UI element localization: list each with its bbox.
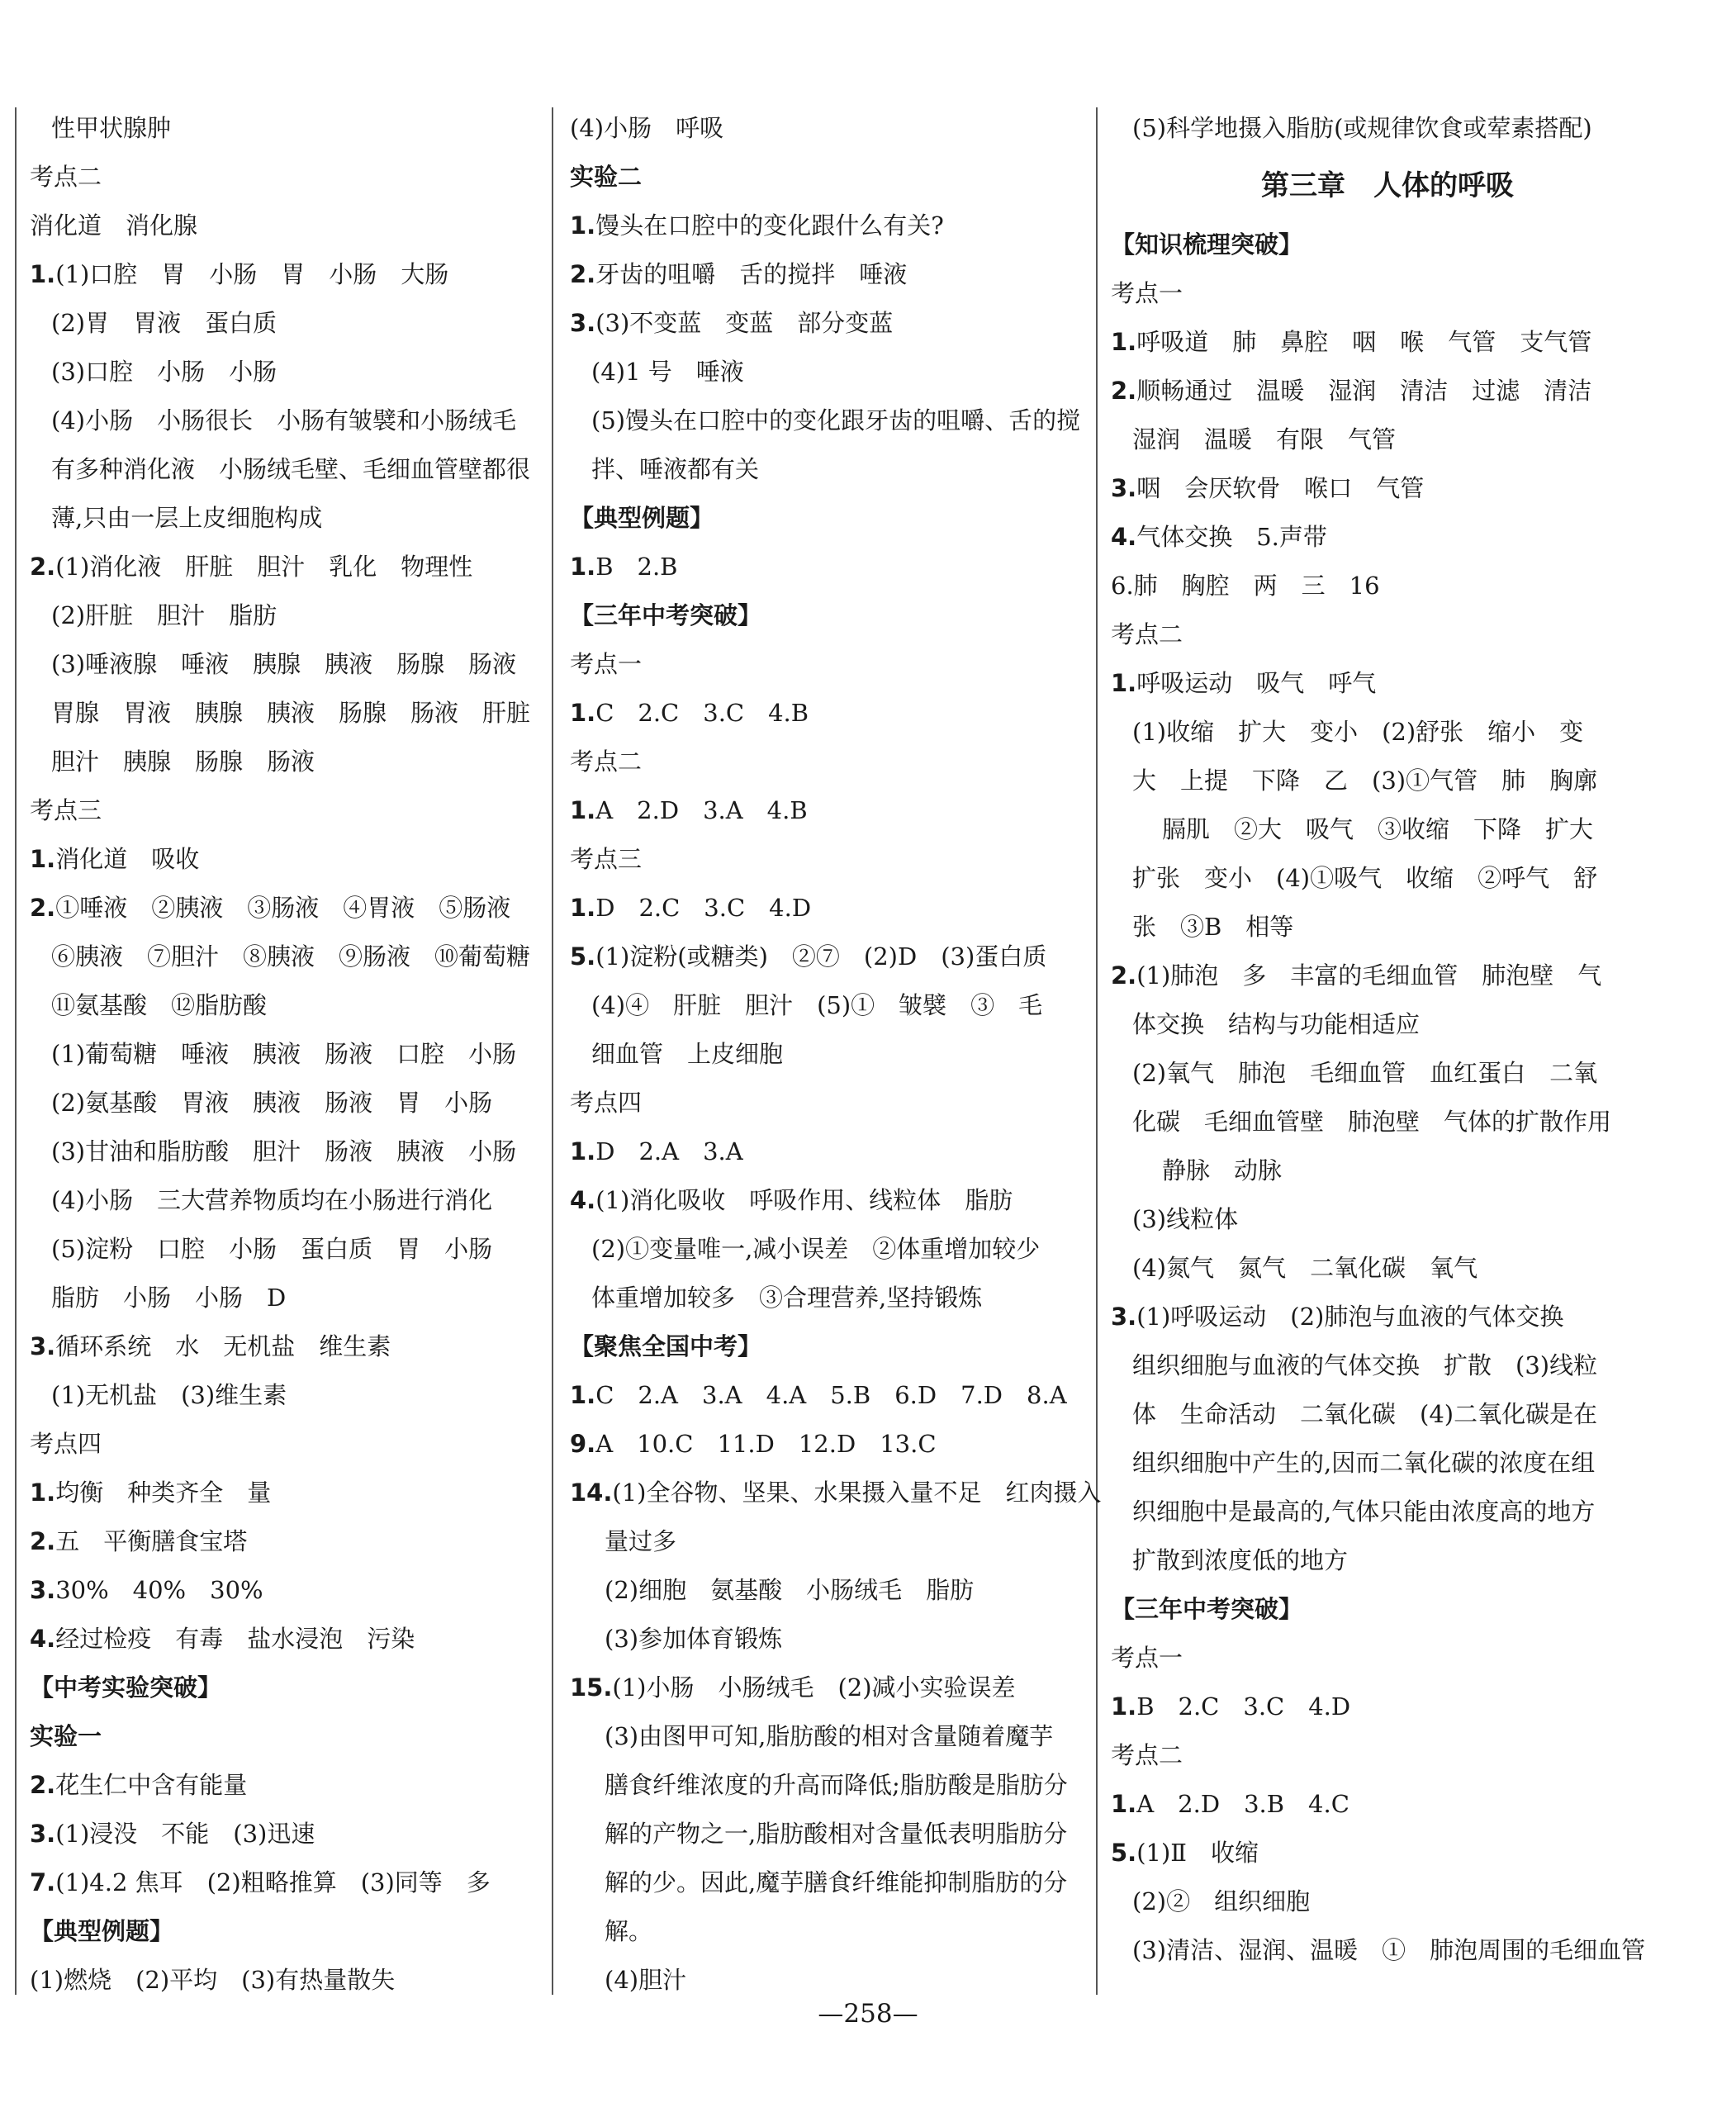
answer-text: 考点四 <box>30 1430 102 1458</box>
question-number: 1. <box>570 211 596 240</box>
answer-text: (2)② 组织细胞 <box>1132 1887 1311 1915</box>
answer-line <box>1111 1390 1639 1439</box>
answer-text: B 2.C 3.C 4.D <box>1136 1692 1351 1721</box>
answer-text: A 2.D 3.A 4.B <box>595 796 808 824</box>
answer-text: C 2.A 3.A 4.A 5.B 6.D 7.D 8.A <box>595 1381 1067 1409</box>
answer-line <box>570 250 1090 299</box>
question-number: 1. <box>1111 328 1137 356</box>
question-number: 1. <box>570 1381 596 1409</box>
answer-line <box>570 981 1090 1030</box>
answer-line <box>1111 1536 1639 1585</box>
answer-line <box>570 884 1090 933</box>
answer-line <box>30 1030 542 1079</box>
answer-text: (4)氮气 氮气 二氧化碳 氧气 <box>1132 1254 1478 1282</box>
answer-text: 扩散到浓度低的地方 <box>1132 1546 1349 1574</box>
answer-text: 呼吸运动 吸气 呼气 <box>1136 669 1377 697</box>
question-number: 3. <box>1111 1303 1137 1331</box>
answer-line <box>570 1274 1090 1322</box>
answer-line <box>30 1956 542 2005</box>
answer-line <box>1111 1634 1639 1683</box>
answer-text: 五 平衡膳食宝塔 <box>55 1527 248 1555</box>
question-number: 7. <box>30 1868 56 1896</box>
answer-line <box>570 1176 1090 1225</box>
question-number: 1. <box>570 699 596 727</box>
answer-text: 消化道 吸收 <box>55 845 200 873</box>
section-heading <box>30 1664 542 1712</box>
question-number: 15. <box>570 1673 613 1702</box>
answer-line <box>1111 562 1639 610</box>
answer-line <box>30 348 542 396</box>
question-number: 2. <box>30 553 56 581</box>
left-margin-rule <box>15 107 17 1995</box>
answer-text: A 10.C 11.D 12.D 13.C <box>595 1430 937 1458</box>
question-number: 14. <box>570 1479 613 1507</box>
answer-text: 解的少。因此,魔芋膳食纤维能抑制脂肪的分 <box>605 1868 1068 1896</box>
section-heading <box>570 1322 1090 1371</box>
answer-text: 【三年中考突破】 <box>570 601 762 629</box>
answer-line <box>1111 1195 1639 1244</box>
answer-line <box>30 1761 542 1810</box>
answer-line <box>30 1810 542 1858</box>
question-number: 3. <box>30 1576 56 1604</box>
answer-line <box>570 835 1090 884</box>
answer-text: D 2.A 3.A <box>595 1137 743 1165</box>
answer-line <box>30 1858 542 1907</box>
answer-text: 大 上提 下降 乙 (3)①气管 肺 胸廓 <box>1132 767 1598 795</box>
answer-text: 考点一 <box>1111 279 1183 307</box>
answer-line <box>570 543 1090 591</box>
answer-line <box>570 786 1090 835</box>
answer-line <box>1111 1146 1639 1195</box>
answer-text: (3)口腔 小肠 小肠 <box>51 358 277 386</box>
answer-line <box>30 104 542 153</box>
answer-text: 体交换 结构与功能相适应 <box>1132 1010 1421 1038</box>
answer-text: (4)小肠 三大营养物质均在小肠进行消化 <box>51 1186 493 1214</box>
answer-text: (2)①变量唯一,减小误差 ②体重增加较少 <box>591 1235 1041 1263</box>
question-number: 3. <box>570 309 596 337</box>
answer-line <box>1111 1000 1639 1049</box>
answer-line <box>570 1371 1090 1420</box>
answer-text: (3)线粒体 <box>1132 1205 1239 1233</box>
answer-text: (1)肺泡 多 丰富的毛细血管 肺泡壁 气 <box>1136 961 1602 990</box>
question-number: 1. <box>30 260 56 288</box>
section-heading <box>1111 221 1639 269</box>
answer-line <box>30 1274 542 1322</box>
answer-text: 薄,只由一层上皮细胞构成 <box>51 504 323 532</box>
answer-line <box>30 299 542 348</box>
answer-line <box>30 1079 542 1127</box>
answer-text: C 2.C 3.C 4.B <box>595 699 809 727</box>
answer-text: (3)由图甲可知,脂肪酸的相对含量随着魔芋 <box>605 1722 1054 1750</box>
section-heading <box>570 591 1090 640</box>
answer-text: (2)胃 胃液 蛋白质 <box>51 309 277 337</box>
answer-text: (2)肝脏 胆汁 脂肪 <box>51 601 277 629</box>
answer-line <box>570 1566 1090 1615</box>
answer-text: 考点二 <box>30 163 102 191</box>
answer-line <box>30 738 542 786</box>
answer-line <box>1111 903 1639 952</box>
question-number: 2. <box>30 1771 56 1799</box>
col3-top-line: (5)科学地摄入脂肪(或规律饮食或荤素搭配) <box>1132 114 1592 142</box>
answer-text: 解。 <box>605 1917 653 1945</box>
answer-line <box>570 1664 1090 1712</box>
answer-text: 性甲状腺肿 <box>51 114 172 142</box>
answer-line <box>1111 1488 1639 1536</box>
answer-text: (4)小肠 小肠很长 小肠有皱襞和小肠绒毛 <box>51 406 517 434</box>
answer-text: (3)甘油和脂肪酸 胆汁 肠液 胰液 小肠 <box>51 1137 517 1165</box>
answer-column-3 <box>1111 104 1646 1975</box>
question-number: 3. <box>1111 474 1137 502</box>
answer-text: 顺畅通过 温暖 湿润 清洁 过滤 清洁 <box>1136 377 1592 405</box>
answer-text: 呼吸道 肺 鼻腔 咽 喉 气管 支气管 <box>1136 328 1592 356</box>
answer-line <box>30 1469 542 1517</box>
question-number: 2. <box>30 1527 56 1555</box>
answer-line <box>1111 659 1639 708</box>
answer-text: (5)淀粉 口腔 小肠 蛋白质 胃 小肠 <box>51 1235 493 1263</box>
question-number: 2. <box>1111 377 1137 405</box>
answer-line <box>1111 1731 1639 1780</box>
answer-text: 气体交换 5.声带 <box>1136 523 1327 551</box>
answer-text: 考点一 <box>1111 1644 1183 1672</box>
answer-line <box>1111 513 1639 562</box>
question-number: 3. <box>30 1820 56 1848</box>
answer-line <box>570 1225 1090 1274</box>
answer-line <box>30 396 542 445</box>
answer-line <box>570 1907 1090 1956</box>
answer-line <box>30 153 542 202</box>
question-number: 4. <box>1111 523 1137 551</box>
answer-line <box>30 786 542 835</box>
answer-line <box>1111 854 1639 903</box>
answer-line <box>30 981 542 1030</box>
answer-text: (1)葡萄糖 唾液 胰液 肠液 口腔 小肠 <box>51 1040 517 1068</box>
answer-text: (1)消化吸收 呼吸作用、线粒体 脂肪 <box>595 1186 1013 1214</box>
answer-line <box>30 689 542 738</box>
answer-text: (3)唾液腺 唾液 胰腺 胰液 肠腺 肠液 <box>51 650 517 678</box>
answer-text: 【典型例题】 <box>30 1917 174 1945</box>
answer-line <box>30 1420 542 1469</box>
answer-text: (5)馒头在口腔中的变化跟牙齿的咀嚼、舌的搅 <box>591 406 1081 434</box>
answer-text: (1)4.2 焦耳 (2)粗略推算 (3)同等 多 <box>55 1868 491 1896</box>
answer-line <box>30 1176 542 1225</box>
answer-line <box>1111 1049 1639 1098</box>
chapter-title: 第三章 人体的呼吸 <box>1261 169 1514 202</box>
question-number: 5. <box>1111 1839 1137 1867</box>
answer-text: 膳食纤维浓度的升高而降低;脂肪酸是脂肪分 <box>605 1771 1068 1799</box>
answer-text: (4)小肠 呼吸 <box>570 114 724 142</box>
answer-line <box>570 202 1090 250</box>
answer-line <box>1111 1683 1639 1731</box>
answer-line <box>570 1469 1102 1517</box>
answer-text: 体重增加较多 ③合理营养,坚持锻炼 <box>591 1284 983 1312</box>
question-number: 1. <box>570 553 596 581</box>
answer-line <box>30 1225 542 1274</box>
answer-text: D 2.C 3.C 4.D <box>595 894 812 922</box>
answer-text: 考点三 <box>30 796 102 824</box>
answer-line <box>570 1079 1090 1127</box>
answer-text: 实验二 <box>570 163 643 191</box>
question-number: 1. <box>30 845 56 873</box>
answer-text: 馒头在口腔中的变化跟什么有关? <box>595 211 944 240</box>
section-heading <box>570 153 1090 202</box>
answer-text: (1)无机盐 (3)维生素 <box>51 1381 287 1409</box>
answer-line <box>30 250 542 299</box>
answer-text: 花生仁中含有能量 <box>55 1771 248 1799</box>
section-heading <box>30 1712 542 1761</box>
answer-text: A 2.D 3.B 4.C <box>1136 1790 1349 1818</box>
answer-line <box>570 1712 1090 1761</box>
question-number: 1. <box>1111 1790 1137 1818</box>
answer-line <box>570 299 1090 348</box>
page-number: —258— <box>818 1999 918 2029</box>
answer-text: ①唾液 ②胰液 ③肠液 ④胃液 ⑤肠液 <box>55 894 511 922</box>
answer-text: ⑥胰液 ⑦胆汁 ⑧胰液 ⑨肠液 ⑩葡萄糖 <box>51 942 531 971</box>
answer-line <box>1111 464 1639 513</box>
answer-line <box>1111 367 1639 415</box>
answer-line <box>570 1956 1090 2005</box>
answer-line <box>570 396 1090 445</box>
answer-column-1 <box>30 104 542 2005</box>
answer-text: (3)清洁、湿润、温暖 ① 肺泡周围的毛细血管 <box>1132 1936 1646 1964</box>
answer-line <box>30 543 542 591</box>
answer-line <box>570 1127 1090 1176</box>
answer-line <box>570 1810 1090 1858</box>
answer-line <box>1111 415 1639 464</box>
answer-text: 张 ③B 相等 <box>1132 913 1294 941</box>
answer-text: 化碳 毛细血管壁 肺泡壁 气体的扩散作用 <box>1132 1108 1612 1136</box>
answer-text: 牙齿的咀嚼 舌的搅拌 唾液 <box>595 260 908 288</box>
answer-text: 考点一 <box>570 650 643 678</box>
answer-line <box>1111 610 1639 659</box>
answer-text: B 2.B <box>595 553 678 581</box>
answer-text: 静脉 动脉 <box>1162 1156 1283 1184</box>
answer-text: (1)呼吸运动 (2)肺泡与血液的气体交换 <box>1136 1303 1564 1331</box>
answer-line <box>1111 269 1639 318</box>
answer-text: (1)燃烧 (2)平均 (3)有热量散失 <box>30 1966 396 1994</box>
question-number: 4. <box>30 1625 56 1653</box>
answer-line <box>1111 1829 1639 1877</box>
question-number: 1. <box>570 1137 596 1165</box>
question-number: 3. <box>30 1332 56 1360</box>
answer-line <box>30 640 542 689</box>
answer-text: (3)不变蓝 变蓝 部分变蓝 <box>595 309 894 337</box>
answer-text: (1)口腔 胃 小肠 胃 小肠 大肠 <box>55 260 449 288</box>
section-heading <box>570 494 1090 543</box>
answer-text: (3)参加体育锻炼 <box>605 1625 783 1653</box>
col3-body <box>1111 221 1646 1975</box>
answer-line <box>1111 1098 1639 1146</box>
answer-text: 考点二 <box>570 748 643 776</box>
answer-line <box>30 933 542 981</box>
answer-line <box>570 348 1090 396</box>
answer-text: 解的产物之一,脂肪酸相对含量低表明脂肪分 <box>605 1820 1068 1848</box>
answer-line <box>30 1566 542 1615</box>
answer-text: 有多种消化液 小肠绒毛壁、毛细血管壁都很 <box>51 455 531 483</box>
column-divider-2 <box>1096 107 1098 1995</box>
answer-line <box>570 640 1090 689</box>
answer-text: 膈肌 ②大 吸气 ③收缩 下降 扩大 <box>1162 815 1594 843</box>
answer-line <box>570 1761 1090 1810</box>
answer-text: (4)1 号 唾液 <box>591 358 744 386</box>
answer-text: (1)消化液 肝脏 胆汁 乳化 物理性 <box>55 553 473 581</box>
question-number: 1. <box>30 1479 56 1507</box>
answer-text: (1)Ⅱ 收缩 <box>1136 1839 1259 1867</box>
answer-line <box>30 494 542 543</box>
answer-text: 织细胞中是最高的,气体只能由浓度高的地方 <box>1132 1498 1596 1526</box>
answer-text: (1)小肠 小肠绒毛 (2)减小实验误差 <box>612 1673 1016 1702</box>
question-number: 2. <box>30 894 56 922</box>
answer-text: 体 生命活动 二氧化碳 (4)二氧化碳是在 <box>1132 1400 1598 1428</box>
answer-line <box>1111 1439 1639 1488</box>
answer-text: 细血管 上皮细胞 <box>591 1040 784 1068</box>
answer-text: 消化道 消化腺 <box>30 211 198 240</box>
answer-text: 胃腺 胃液 胰腺 胰液 肠腺 肠液 肝脏 <box>51 699 531 727</box>
answer-text: 咽 会厌软骨 喉口 气管 <box>1136 474 1425 502</box>
answer-text: 循环系统 水 无机盐 维生素 <box>55 1332 391 1360</box>
answer-text: 【中考实验突破】 <box>30 1673 222 1702</box>
answer-text: (4)胆汁 <box>605 1966 687 1994</box>
question-number: 4. <box>570 1186 596 1214</box>
answer-text: 湿润 温暖 有限 气管 <box>1132 425 1397 453</box>
answer-text: (1)收缩 扩大 变小 (2)舒张 缩小 变 <box>1132 718 1584 746</box>
answer-line <box>30 1127 542 1176</box>
answer-text: 考点四 <box>570 1089 643 1117</box>
answer-text: 实验一 <box>30 1722 102 1750</box>
answer-text: 【聚焦全国中考】 <box>570 1332 762 1360</box>
answer-text: (4)④ 肝脏 胆汁 (5)① 皱襞 ③ 毛 <box>591 991 1043 1019</box>
answer-text: 经过检疫 有毒 盐水浸泡 污染 <box>55 1625 415 1653</box>
answer-line <box>570 1517 1090 1566</box>
question-number: 2. <box>1111 961 1137 990</box>
answer-line <box>570 738 1090 786</box>
answer-text: (1)全谷物、坚果、水果摄入量不足 红肉摄入 <box>612 1479 1102 1507</box>
answer-text: 组织细胞中产生的,因而二氧化碳的浓度在组 <box>1132 1449 1596 1477</box>
answer-line <box>1111 708 1639 757</box>
answer-line <box>1111 1877 1639 1926</box>
answer-text: 拌、唾液都有关 <box>591 455 760 483</box>
question-number: 5. <box>570 942 596 971</box>
answer-text: 30% 40% 30% <box>55 1576 263 1604</box>
answer-text: 6.肺 胸腔 两 三 16 <box>1111 572 1380 600</box>
answer-text: 考点三 <box>570 845 643 873</box>
answer-line <box>1111 1293 1639 1341</box>
answer-line <box>1111 952 1639 1000</box>
answer-line <box>570 445 1090 494</box>
question-number: 2. <box>570 260 596 288</box>
answer-line <box>570 1420 1090 1469</box>
answer-text: 考点二 <box>1111 1741 1183 1769</box>
answer-text: 扩张 变小 (4)①吸气 收缩 ②呼气 舒 <box>1132 864 1598 892</box>
answer-text: 【三年中考突破】 <box>1111 1595 1303 1623</box>
answer-line <box>30 1517 542 1566</box>
answer-text: 组织细胞与血液的气体交换 扩散 (3)线粒 <box>1132 1351 1598 1379</box>
question-number: 1. <box>570 796 596 824</box>
answer-line <box>570 1858 1090 1907</box>
answer-line <box>1111 1341 1639 1390</box>
question-number: 9. <box>570 1430 596 1458</box>
answer-line <box>1111 1780 1639 1829</box>
answer-line <box>1111 1244 1639 1293</box>
answer-line <box>30 591 542 640</box>
question-number: 1. <box>570 894 596 922</box>
answer-text: (2)细胞 氨基酸 小肠绒毛 脂肪 <box>605 1576 975 1604</box>
answer-line <box>1111 757 1639 805</box>
answer-line <box>570 933 1090 981</box>
answer-line <box>1111 318 1639 367</box>
answer-line <box>30 1322 542 1371</box>
answer-text: 均衡 种类齐全 量 <box>55 1479 272 1507</box>
answer-text: 【典型例题】 <box>570 504 714 532</box>
section-heading <box>30 1907 542 1956</box>
answer-text: 考点二 <box>1111 620 1183 648</box>
answer-line <box>30 1371 542 1420</box>
answer-text: ⑪氨基酸 ⑫脂肪酸 <box>51 991 268 1019</box>
answer-text: 量过多 <box>605 1527 677 1555</box>
answer-line <box>570 104 1090 153</box>
answer-text: (1)淀粉(或糖类) ②⑦ (2)D (3)蛋白质 <box>595 942 1047 971</box>
answer-text: 脂肪 小肠 小肠 D <box>51 1284 287 1312</box>
answer-line <box>570 1030 1090 1079</box>
answer-line <box>30 202 542 250</box>
answer-column-2 <box>570 104 1102 2005</box>
answer-line <box>1111 805 1639 854</box>
answer-line <box>30 445 542 494</box>
answer-text: 【知识梳理突破】 <box>1111 230 1303 259</box>
answer-text: 胆汁 胰腺 肠腺 肠液 <box>51 748 315 776</box>
answer-text: (1)浸没 不能 (3)迅速 <box>55 1820 315 1848</box>
question-number: 1. <box>1111 1692 1137 1721</box>
answer-line <box>30 1615 542 1664</box>
answer-text: (2)氨基酸 胃液 胰液 肠液 胃 小肠 <box>51 1089 493 1117</box>
answer-line <box>30 835 542 884</box>
answer-line <box>30 884 542 933</box>
question-number: 1. <box>1111 669 1137 697</box>
answer-text: (2)氧气 肺泡 毛细血管 血红蛋白 二氧 <box>1132 1059 1598 1087</box>
answer-line <box>570 1615 1090 1664</box>
answer-line <box>570 689 1090 738</box>
answer-line <box>1111 1926 1646 1975</box>
section-heading <box>1111 1585 1639 1634</box>
column-divider-1 <box>552 107 553 1995</box>
